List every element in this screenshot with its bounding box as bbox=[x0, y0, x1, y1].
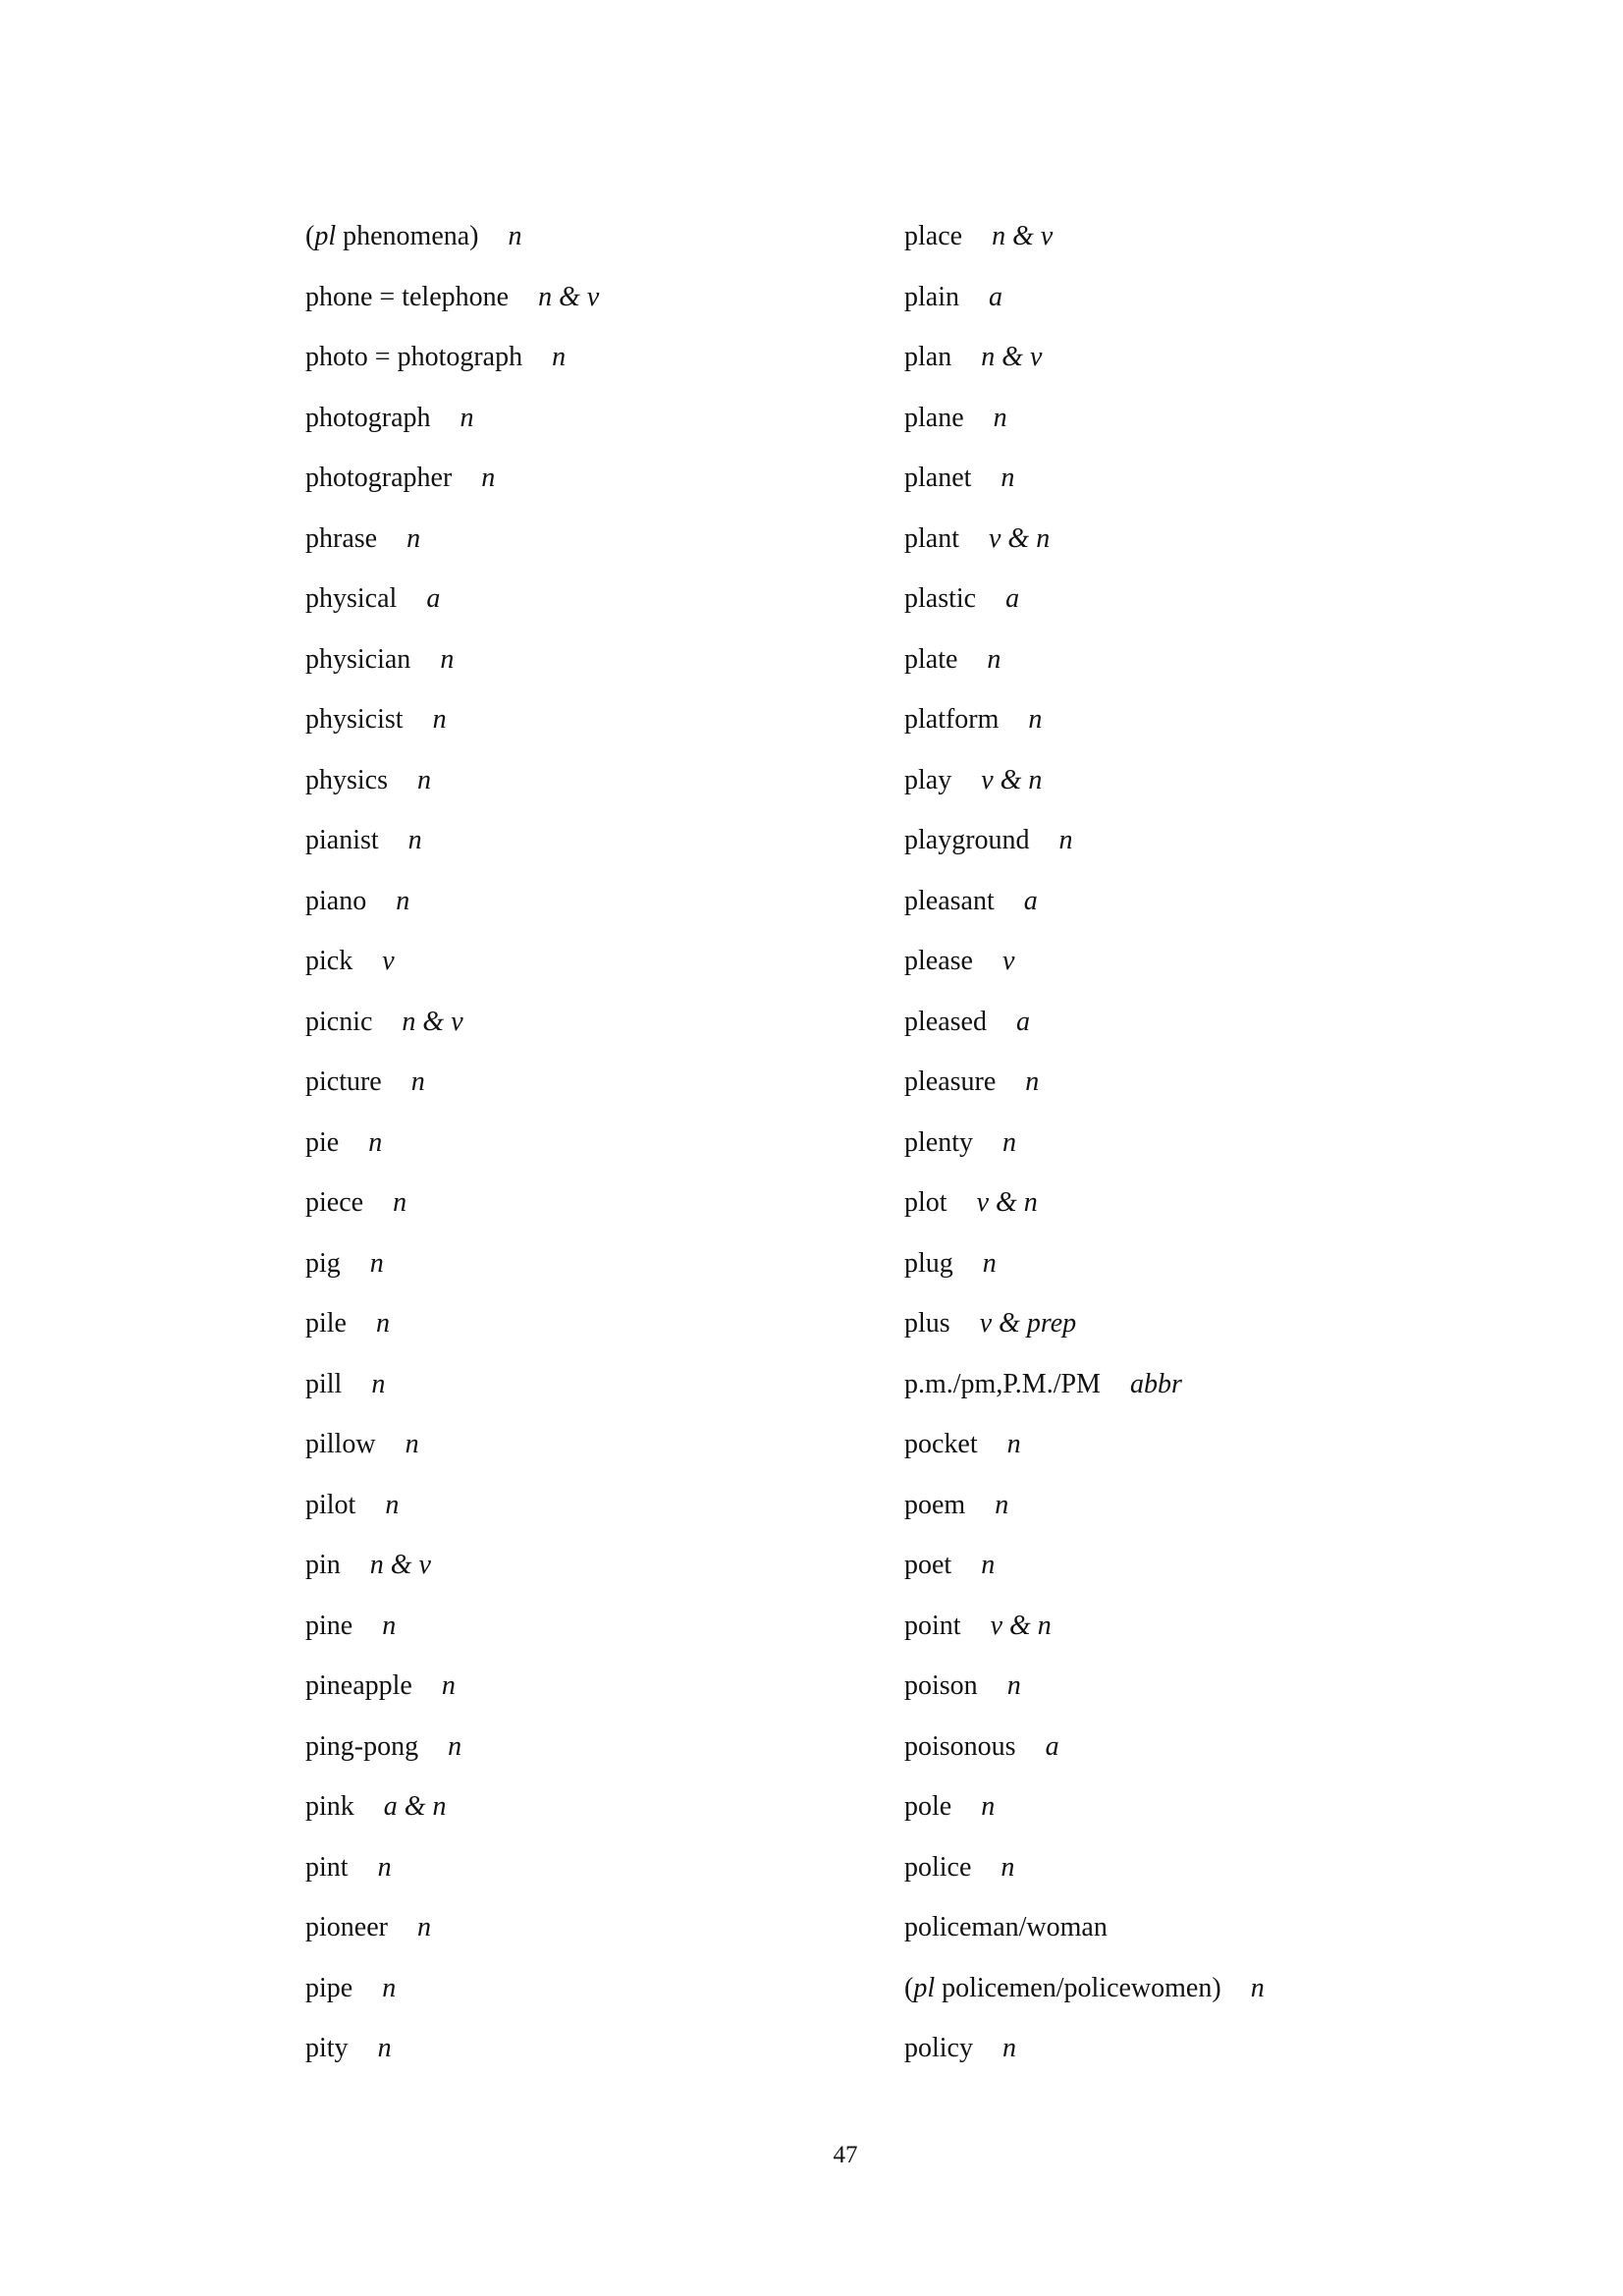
entry-plot bbox=[904, 1183, 1533, 1244]
part-of-speech: n bbox=[407, 825, 422, 855]
entry-poison bbox=[904, 1667, 1533, 1727]
part-of-speech: n bbox=[981, 1791, 996, 1822]
part-of-speech: n bbox=[987, 643, 1001, 675]
part-of-speech: n bbox=[432, 704, 447, 735]
part-of-speech: v bbox=[1001, 946, 1015, 976]
part-of-speech: n bbox=[481, 463, 496, 493]
part-of-speech: a bbox=[989, 281, 1002, 312]
entry-pity bbox=[305, 2029, 855, 2090]
part-of-speech: n & v bbox=[402, 1006, 463, 1037]
entry-pile bbox=[305, 1304, 855, 1365]
entry-pine bbox=[305, 1607, 855, 1667]
plural-marker: pl bbox=[913, 1972, 936, 2003]
part-of-speech: a bbox=[1023, 885, 1038, 916]
entry-word: pill bbox=[305, 1368, 343, 1399]
entry-pin bbox=[305, 1546, 855, 1607]
entry-pm bbox=[904, 1365, 1533, 1426]
part-of-speech: n & v bbox=[538, 281, 600, 312]
entry-word: pie bbox=[305, 1126, 340, 1158]
entry-pick bbox=[305, 942, 855, 1003]
entry-word: pole bbox=[904, 1791, 952, 1822]
entry-word: police bbox=[904, 1851, 972, 1883]
entry-word: play bbox=[904, 764, 952, 795]
part-of-speech: n bbox=[410, 1066, 425, 1097]
part-of-speech: n bbox=[377, 1851, 392, 1883]
entry-word: poem bbox=[904, 1489, 966, 1520]
part-of-speech: n bbox=[982, 1247, 997, 1279]
part-of-speech: n bbox=[393, 1187, 407, 1218]
entry-platform bbox=[904, 700, 1533, 761]
entry-phone bbox=[305, 278, 855, 339]
part-of-speech: n bbox=[460, 402, 474, 433]
entry-poem bbox=[904, 1486, 1533, 1547]
entry-word: pianist bbox=[305, 825, 379, 855]
entry-policeman-woman bbox=[904, 1908, 1533, 1969]
entry-word: poison bbox=[904, 1670, 978, 1701]
part-of-speech: n bbox=[385, 1489, 400, 1520]
entry-word: poisonous bbox=[904, 1730, 1016, 1762]
entry-plan bbox=[904, 338, 1533, 399]
entry-word: phrase bbox=[305, 522, 378, 554]
entry-word: piano bbox=[305, 885, 367, 916]
entry-word: pocket bbox=[904, 1429, 978, 1459]
entry-picnic bbox=[305, 1003, 855, 1064]
entry-point bbox=[904, 1607, 1533, 1667]
part-of-speech: n bbox=[377, 2033, 392, 2063]
entry-pie bbox=[305, 1123, 855, 1184]
right-column bbox=[904, 217, 1533, 2090]
part-of-speech: v & n bbox=[990, 1610, 1052, 1641]
part-of-speech: a bbox=[1015, 1006, 1030, 1037]
open-paren: ( bbox=[305, 221, 315, 251]
entry-plastic bbox=[904, 579, 1533, 640]
entry-word: pleased bbox=[904, 1006, 987, 1037]
part-of-speech: n bbox=[416, 1912, 431, 1942]
entry-pleasant bbox=[904, 882, 1533, 943]
entry-word: pillow bbox=[305, 1429, 376, 1459]
entry-word: policeman/woman bbox=[904, 1912, 1108, 1942]
part-of-speech: n bbox=[369, 1247, 384, 1279]
page-number: 47 bbox=[833, 2142, 858, 2168]
entry-word: physician bbox=[305, 643, 411, 675]
entry-pill bbox=[305, 1365, 855, 1426]
part-of-speech: v & n bbox=[981, 764, 1043, 795]
part-of-speech: n bbox=[440, 643, 455, 675]
entry-word: plug bbox=[904, 1247, 953, 1279]
entry-word: pleasure bbox=[904, 1066, 997, 1097]
entry-pioneer bbox=[305, 1908, 855, 1969]
open-paren: ( bbox=[904, 1972, 914, 2003]
part-of-speech: n & v bbox=[369, 1550, 431, 1580]
part-of-speech: n bbox=[981, 1550, 996, 1580]
entry-physics bbox=[305, 761, 855, 822]
entry-word: pipe bbox=[305, 1972, 353, 2003]
part-of-speech: a bbox=[1005, 583, 1020, 614]
entry-poisonous bbox=[904, 1727, 1533, 1788]
part-of-speech: n bbox=[1002, 1126, 1016, 1158]
entry-word: plain bbox=[904, 281, 959, 312]
entry-plug bbox=[904, 1244, 1533, 1305]
entry-word: photographer bbox=[305, 463, 453, 493]
entry-word: please bbox=[904, 946, 973, 976]
entry-word: poet bbox=[904, 1550, 952, 1580]
part-of-speech: v & n bbox=[976, 1187, 1038, 1218]
entry-pole bbox=[904, 1787, 1533, 1848]
entry-pineapple bbox=[305, 1667, 855, 1727]
entry-word bbox=[904, 1973, 1221, 2003]
entry-word: plate bbox=[904, 643, 958, 675]
part-of-speech: n bbox=[396, 885, 410, 916]
entry-word: physical bbox=[305, 583, 398, 614]
entry-play bbox=[904, 761, 1533, 822]
entry-pianist bbox=[305, 821, 855, 882]
entry-word: pick bbox=[305, 946, 353, 976]
entry-word: pint bbox=[305, 1851, 349, 1883]
part-of-speech: n bbox=[1250, 1972, 1265, 2003]
entry-planet bbox=[904, 459, 1533, 519]
entry-word-text: policemen/policewomen) bbox=[935, 1972, 1221, 2003]
entry-word: piece bbox=[305, 1187, 364, 1218]
part-of-speech: n bbox=[371, 1368, 386, 1399]
entry-word: platform bbox=[904, 704, 1000, 735]
entry-word: planet bbox=[904, 463, 972, 493]
entry-photo bbox=[305, 338, 855, 399]
part-of-speech: n bbox=[1006, 1429, 1021, 1459]
entry-plus bbox=[904, 1304, 1533, 1365]
entry-word: plan bbox=[904, 342, 952, 372]
entry-word: p.m./pm,P.M./PM bbox=[904, 1368, 1101, 1399]
entry-physicist bbox=[305, 700, 855, 761]
entry-pleased bbox=[904, 1003, 1533, 1064]
entry-word-text: phenomena) bbox=[336, 221, 479, 251]
entry-word: pig bbox=[305, 1247, 341, 1279]
plural-marker: pl bbox=[314, 221, 337, 251]
entry-pl-phenomena bbox=[305, 217, 855, 278]
entry-ping-pong bbox=[305, 1727, 855, 1788]
entry-word: plenty bbox=[904, 1126, 973, 1158]
entry-word: pin bbox=[305, 1550, 341, 1580]
part-of-speech: n bbox=[441, 1670, 456, 1701]
entry-plenty bbox=[904, 1123, 1533, 1184]
entry-place bbox=[904, 217, 1533, 278]
entry-piano bbox=[305, 882, 855, 943]
entry-word: picnic bbox=[305, 1006, 373, 1037]
part-of-speech: n bbox=[1002, 2033, 1016, 2063]
entry-word: plus bbox=[904, 1308, 950, 1339]
part-of-speech: a & n bbox=[383, 1791, 447, 1822]
entry-phrase bbox=[305, 519, 855, 580]
part-of-speech: n bbox=[405, 1429, 419, 1459]
entry-playground bbox=[904, 821, 1533, 882]
entry-word: pine bbox=[305, 1610, 353, 1641]
part-of-speech: n bbox=[448, 1730, 462, 1762]
part-of-speech: abbr bbox=[1129, 1368, 1182, 1399]
part-of-speech: n bbox=[1006, 1670, 1021, 1701]
entry-word: pink bbox=[305, 1791, 354, 1822]
part-of-speech: v bbox=[382, 946, 395, 976]
entry-word: ping-pong bbox=[305, 1730, 419, 1762]
part-of-speech: n bbox=[417, 764, 431, 795]
part-of-speech: n bbox=[1028, 704, 1043, 735]
entry-piece bbox=[305, 1183, 855, 1244]
part-of-speech: n & v bbox=[981, 342, 1043, 372]
entry-plain bbox=[904, 278, 1533, 339]
part-of-speech: n & v bbox=[992, 221, 1054, 251]
entry-word: pleasant bbox=[904, 885, 995, 916]
part-of-speech: n bbox=[1001, 1851, 1015, 1883]
entry-photograph bbox=[305, 399, 855, 460]
entry-word: place bbox=[904, 221, 963, 251]
entry-pl-policemen bbox=[904, 1969, 1533, 2030]
entry-word: pity bbox=[305, 2033, 349, 2063]
entry-word: playground bbox=[904, 825, 1030, 855]
entry-pint bbox=[305, 1848, 855, 1909]
part-of-speech: n bbox=[508, 221, 522, 251]
entry-pink bbox=[305, 1787, 855, 1848]
entry-word: photograph bbox=[305, 402, 431, 433]
part-of-speech: n bbox=[382, 1610, 397, 1641]
entry-policy bbox=[904, 2029, 1533, 2090]
entry-pipe bbox=[305, 1969, 855, 2030]
part-of-speech: n bbox=[1058, 825, 1073, 855]
left-column bbox=[305, 217, 855, 2090]
part-of-speech: n bbox=[382, 1972, 397, 2003]
entry-pilot bbox=[305, 1486, 855, 1547]
part-of-speech: a bbox=[426, 583, 441, 614]
part-of-speech: n bbox=[552, 342, 567, 372]
entry-pillow bbox=[305, 1425, 855, 1486]
entry-physical bbox=[305, 579, 855, 640]
entry-physician bbox=[305, 640, 855, 701]
entry-pleasure bbox=[904, 1063, 1533, 1123]
part-of-speech: n bbox=[1025, 1066, 1040, 1097]
entry-word: policy bbox=[904, 2033, 973, 2063]
entry-pocket bbox=[904, 1425, 1533, 1486]
entry-word: photo = photograph bbox=[305, 342, 523, 372]
part-of-speech: n bbox=[368, 1126, 383, 1158]
entry-pig bbox=[305, 1244, 855, 1305]
entry-word: pioneer bbox=[305, 1912, 388, 1942]
entry-word: point bbox=[904, 1610, 961, 1641]
entry-plate bbox=[904, 640, 1533, 701]
part-of-speech: n bbox=[376, 1308, 390, 1339]
entry-word: picture bbox=[305, 1066, 382, 1097]
entry-please bbox=[904, 942, 1533, 1003]
part-of-speech: n bbox=[406, 522, 421, 554]
entry-word: plastic bbox=[904, 583, 977, 614]
part-of-speech: a bbox=[1045, 1730, 1059, 1762]
part-of-speech: n bbox=[995, 1489, 1009, 1520]
entry-word bbox=[305, 221, 479, 251]
entry-word: physics bbox=[305, 764, 388, 795]
part-of-speech: v & n bbox=[989, 522, 1051, 554]
entry-word: phone = telephone bbox=[305, 281, 510, 312]
part-of-speech: v & prep bbox=[979, 1308, 1077, 1339]
entry-word: plot bbox=[904, 1187, 947, 1218]
entry-picture bbox=[305, 1063, 855, 1123]
part-of-speech: n bbox=[993, 402, 1007, 433]
entry-word: physicist bbox=[305, 704, 404, 735]
entry-poet bbox=[904, 1546, 1533, 1607]
entry-police bbox=[904, 1848, 1533, 1909]
entry-word: pineapple bbox=[305, 1670, 412, 1701]
entry-word: plane bbox=[904, 402, 964, 433]
part-of-speech: n bbox=[1001, 463, 1015, 493]
entry-word: plant bbox=[904, 522, 959, 554]
entry-plane bbox=[904, 399, 1533, 460]
entry-word: pilot bbox=[305, 1489, 356, 1520]
entry-word: pile bbox=[305, 1308, 347, 1339]
entry-photographer bbox=[305, 459, 855, 519]
entry-plant bbox=[904, 519, 1533, 580]
